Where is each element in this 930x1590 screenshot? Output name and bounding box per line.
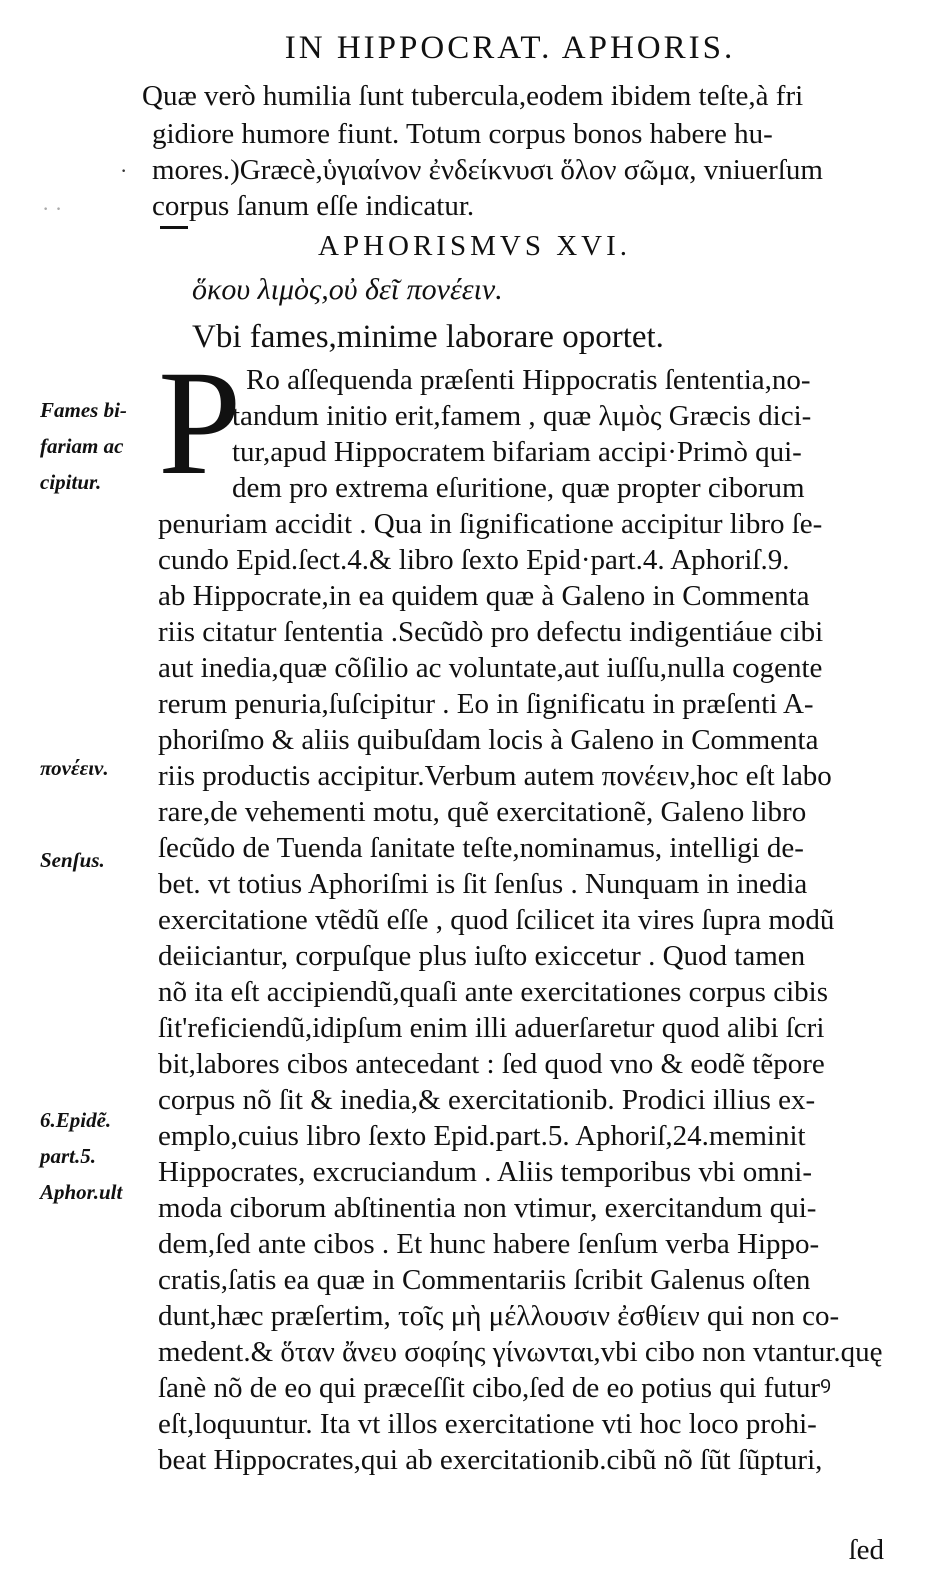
body-line: corpus nõ ſit & inedia,& exercitationib. Prodici illius ex- [158,1084,816,1116]
body-line: deiiciantur, corpuſque plus iuſto exiccetur . Quod tamen [158,940,806,972]
drop-cap-initial: P [158,340,242,506]
greek-aphorism: ὅκου λιμὸς,οὐ δεῖ πονέειν. [192,273,503,306]
intro-line: mores.)Græcè,ὑγιαίνον ἐνδείκνυσι ὅλον σῶμα, vniuerſum [152,154,823,186]
margin-note: cipitur. [40,470,102,494]
body-line: moda ciborum abſtinentia non vtimur, exercitandum qui- [158,1192,817,1224]
body-line: rerum penuria,ſuſcipitur . Eo in ſignificatu in præſenti A- [158,688,814,720]
body-line: bet. vt totius Aphoriſmi is ſit ſenſus . Nunquam in inedia [158,868,808,900]
body-line: ſecũdo de Tuenda ſanitate teſte,nominamus, intelligi de- [158,832,804,864]
body-line: ab Hippocrate,in ea quidem quæ à Galeno in Commenta [158,580,810,612]
body-line: nõ ita eſt accipiendũ,quaſi ante exercitationes corpus cibis [158,976,828,1008]
body-line: cundo Epid.ſect.4.& libro ſexto Epid·part.4. Aphoriſ.9. [158,544,790,576]
margin-dot-mark: · [120,158,128,183]
intro-line: corpus ſanum eſſe indicatur. [152,190,475,222]
body-line: dem pro extrema eſuritione, quæ propter ciborum [232,472,805,504]
body-line: bit,labores cibos antecedant : ſed quod vno & eodẽ tẽpore [158,1048,825,1080]
margin-note: part.5. [40,1144,97,1168]
aphorism-heading: APHORISMVS XVI. [318,230,631,262]
margin-note: Aphor.ult [40,1180,123,1204]
catchword: ſed [848,1534,884,1566]
margin-note: πονέειν. [40,756,109,780]
body-line: riis productis accipitur.Verbum autem πονέειν,hoc eſt labo [158,760,832,792]
body-line: beat Hippocrates,qui ab exercitationib.cibũ nõ ſũt ſũpturi, [158,1444,823,1476]
body-line: ſanè nõ de eo qui præceſſit cibo,ſed de eo potius qui futurꝰ [158,1372,832,1404]
body-line: tur,apud Hippocratem bifariam accipi·Primò qui- [232,436,802,468]
body-line: tandum initio erit,famem , quæ λιμὸς Græcis dici- [232,400,812,432]
intro-line: gidiore humore fiunt. Totum corpus bonos habere hu- [152,118,773,150]
body-line: cratis,ſatis ea quæ in Commentariis ſcribit Galenus oſten [158,1264,811,1296]
margin-smudge-mark: · · [42,196,63,221]
body-line: ſit'reficiendũ,idipſum enim illi aduerſaretur quod alibi ſcri [158,1012,825,1044]
body-line: eſt,loquuntur. Ita vt illos exercitatione vti hoc loco prohi- [158,1408,817,1440]
body-line: Hippocrates, excruciandum . Aliis temporibus vbi omni- [158,1156,812,1188]
body-line: emplo,cuius libro ſexto Epid.part.5. Aphoriſ,24.meminit [158,1120,806,1152]
intro-line: Quæ verò humilia ſunt tubercula,eodem ibidem teſte,à fri [142,80,804,112]
body-line: Ro aſſequenda præſenti Hippocratis ſententia,no- [246,364,811,396]
body-line: exercitatione vtẽdũ eſſe , quod ſcilicet ita vires ſupra modũ [158,904,835,936]
margin-note: 6.Epidẽ. [40,1108,112,1132]
body-line: rare,de vehementi motu, quẽ exercitationẽ, Galeno libro [158,796,807,828]
margin-note: fariam ac [40,434,124,458]
body-line: medent.& ὅταν ἄνευ σοφίης γίνωνται,vbi cibo non vtantur.quę [158,1336,883,1368]
body-line: dem,ſed ante cibos . Et hunc habere ſenſum verba Hippo- [158,1228,820,1260]
body-line: phoriſmo & aliis quibuſdam locis à Galeno in Commenta [158,724,819,756]
ornament-dash [160,226,188,229]
body-line: dunt,hæc præſertim, τοῖς μὴ μέλλουσιν ἐσθίειν qui non co- [158,1300,840,1332]
margin-note: Senſus. [40,848,105,872]
running-head: IN HIPPOCRAT. APHORIS. [284,30,736,66]
body-line: penuriam accidit . Qua in ſignificatione accipitur libro ſe- [158,508,823,540]
body-line: riis citatur ſententia .Secũdò pro defectu indigentiáue cibi [158,616,824,648]
latin-aphorism: Vbi fames,minime laborare oportet. [192,319,664,355]
margin-note: Fames bi- [40,398,127,422]
body-line: aut inedia,quæ cõſilio ac voluntate,aut iuſſu,nulla cogente [158,652,823,684]
